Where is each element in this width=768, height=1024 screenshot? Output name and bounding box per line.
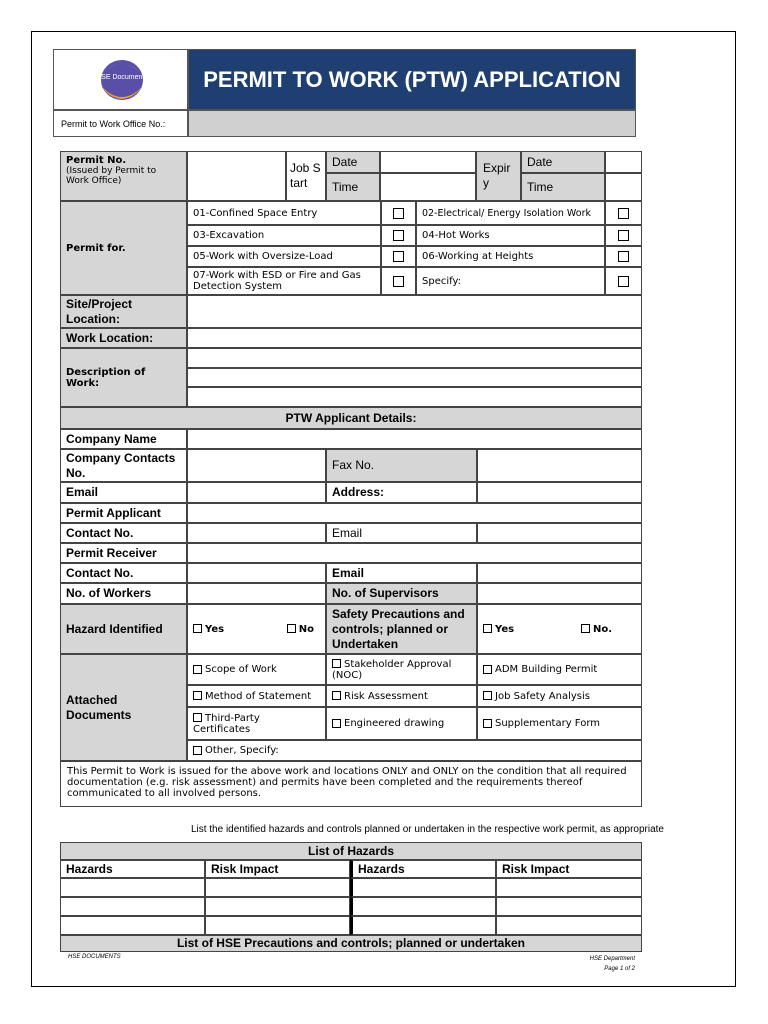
risk-cell[interactable] [496, 897, 642, 916]
checkbox-hot-works[interactable] [605, 225, 642, 246]
work-location-label: Work Location: [60, 328, 187, 348]
doc-third-party-certificates[interactable]: Third-Party Certificates [187, 707, 326, 740]
checkbox-specify[interactable] [605, 267, 642, 295]
site-location-field[interactable] [187, 295, 642, 328]
col-risk-impact-2: Risk Impact [496, 860, 642, 878]
expiry-time-label: Time [521, 173, 605, 201]
footer-department: HSE Department [589, 956, 635, 962]
option-specify: Specify: [416, 267, 605, 295]
logo-text: HSE Documents [96, 74, 148, 81]
applicant-section-title: PTW Applicant Details: [60, 407, 642, 429]
safety-precautions-options [477, 604, 642, 654]
expiry-date-field[interactable] [605, 151, 642, 173]
option-esd: 07-Work with ESD or Fire and Gas Detection System [187, 267, 381, 295]
job-start-label: Job Start [286, 151, 326, 201]
precautions-title: List of HSE Precautions and controls; planned or undertaken [60, 935, 642, 952]
doc-engineered-drawing[interactable]: Engineered drawing [326, 707, 477, 740]
checkbox-esd[interactable] [381, 267, 416, 295]
doc-other-specify[interactable]: Other, Specify: [187, 740, 642, 761]
start-date-field[interactable] [380, 151, 476, 173]
site-location-label: Site/Project Location: [60, 295, 187, 328]
option-hot-works: 04-Hot Works [416, 225, 605, 246]
safety-no-option[interactable]: No. [581, 624, 612, 635]
option-oversize-load: 05-Work with Oversize-Load [187, 246, 381, 267]
hazard-cell[interactable] [350, 916, 496, 935]
hazard-identified-options [187, 604, 326, 654]
col-hazards-2: Hazards [350, 860, 496, 878]
option-excavation: 03-Excavation [187, 225, 381, 246]
start-time-label: Time [326, 173, 380, 201]
start-time-field[interactable] [380, 173, 476, 201]
receiver-contact-field[interactable] [187, 563, 326, 583]
doc-risk-assessment[interactable]: Risk Assessment [326, 685, 477, 707]
permit-statement: This Permit to Work is issued for the above work and locations ONLY and ONLY on the condition that all required documentation (e.g. risk assessment) and permits have been completed and the requirements thereof communicated to all involved persons. [60, 761, 642, 807]
description-field-1[interactable] [187, 348, 642, 368]
hazard-cell[interactable] [60, 878, 205, 897]
hazard-identified-label: Hazard Identified [60, 604, 187, 654]
hazards-instruction: List the identified hazards and controls planned or undertaken in the respective work permit, as appropriate [190, 824, 664, 835]
permit-no-field[interactable] [187, 151, 286, 201]
doc-supplementary-form[interactable]: Supplementary Form [477, 707, 642, 740]
description-field-3[interactable] [187, 387, 642, 407]
checkbox-heights[interactable] [605, 246, 642, 267]
fax-field[interactable] [477, 449, 642, 482]
hazard-cell[interactable] [60, 897, 205, 916]
attached-documents-label: Attached Documents [60, 654, 187, 761]
footer-page-number: Page 1 of 2 [604, 966, 635, 972]
risk-cell[interactable] [496, 878, 642, 897]
permit-for-label: Permit for. [60, 201, 187, 295]
permit-applicant-field[interactable] [187, 503, 642, 523]
workers-field[interactable] [187, 583, 326, 604]
receiver-email-label: Email [326, 563, 477, 583]
option-electrical: 02-Electrical/ Energy Isolation Work [416, 201, 605, 225]
permit-applicant-label: Permit Applicant [60, 503, 187, 523]
expiry-label: Expiry [476, 151, 521, 201]
option-confined-space: 01-Confined Space Entry [187, 201, 381, 225]
page-title: PERMIT TO WORK (PTW) APPLICATION [188, 49, 636, 110]
logo-cell [53, 49, 188, 110]
doc-stakeholder-approval[interactable]: Stakeholder Approval (NOC) [326, 654, 477, 685]
permit-no-label: Permit No. (Issued by Permit to Work Office) [60, 151, 187, 201]
expiry-time-field[interactable] [605, 173, 642, 201]
option-heights: 06-Working at Heights [416, 246, 605, 267]
safety-precautions-label: Safety Precautions and controls; planned or Undertaken [326, 604, 477, 654]
company-contacts-field[interactable] [187, 449, 326, 482]
risk-cell[interactable] [205, 916, 350, 935]
checkbox-oversize-load[interactable] [381, 246, 416, 267]
doc-scope-of-work[interactable]: Scope of Work [187, 654, 326, 685]
applicant-email-label: Email [326, 523, 477, 543]
workers-label: No. of Workers [60, 583, 187, 604]
hazard-cell[interactable] [60, 916, 205, 935]
supervisors-label: No. of Supervisors [326, 583, 477, 604]
permit-receiver-label: Permit Receiver [60, 543, 187, 563]
hazard-no-option[interactable]: No [287, 624, 314, 635]
start-date-label: Date [326, 151, 380, 173]
doc-method-statement[interactable]: Method of Statement [187, 685, 326, 707]
checkbox-electrical[interactable] [605, 201, 642, 225]
address-field[interactable] [477, 482, 642, 503]
footer-right [590, 954, 635, 974]
safety-yes-option[interactable]: Yes [483, 624, 514, 635]
risk-cell[interactable] [205, 878, 350, 897]
description-field-2[interactable] [187, 368, 642, 387]
hazard-cell[interactable] [350, 897, 496, 916]
doc-job-safety-analysis[interactable]: Job Safety Analysis [477, 685, 642, 707]
risk-cell[interactable] [205, 897, 350, 916]
hazard-yes-option[interactable]: Yes [193, 624, 224, 635]
col-hazards: Hazards [60, 860, 205, 878]
office-no-field[interactable] [188, 110, 636, 137]
description-label: Description of Work: [60, 348, 187, 407]
footer-left: HSE DOCUMENTS [68, 954, 121, 960]
receiver-email-field[interactable] [477, 563, 642, 583]
company-name-field[interactable] [187, 429, 642, 449]
doc-adm-building-permit[interactable]: ADM Building Permit [477, 654, 642, 685]
col-risk-impact: Risk Impact [205, 860, 350, 878]
fax-label: Fax No. [326, 449, 477, 482]
permit-receiver-field[interactable] [187, 543, 642, 563]
address-label: Address: [326, 482, 477, 503]
company-contacts-label: Company Contacts No. [60, 449, 187, 482]
email-field[interactable] [187, 482, 326, 503]
supervisors-field[interactable] [477, 583, 642, 604]
checkbox-excavation[interactable] [381, 225, 416, 246]
applicant-contact-label: Contact No. [60, 523, 187, 543]
receiver-contact-label: Contact No. [60, 563, 187, 583]
hazard-cell[interactable] [350, 878, 496, 897]
work-location-field[interactable] [187, 328, 642, 348]
email-label: Email [60, 482, 187, 503]
hazards-list-title: List of Hazards [60, 842, 642, 860]
company-name-label: Company Name [60, 429, 187, 449]
applicant-contact-field[interactable] [187, 523, 326, 543]
risk-cell[interactable] [496, 916, 642, 935]
checkbox-confined-space[interactable] [381, 201, 416, 225]
office-no-label: Permit to Work Office No.: [53, 110, 188, 137]
applicant-email-field[interactable] [477, 523, 642, 543]
hse-logo-icon [54, 50, 189, 111]
expiry-date-label: Date [521, 151, 605, 173]
